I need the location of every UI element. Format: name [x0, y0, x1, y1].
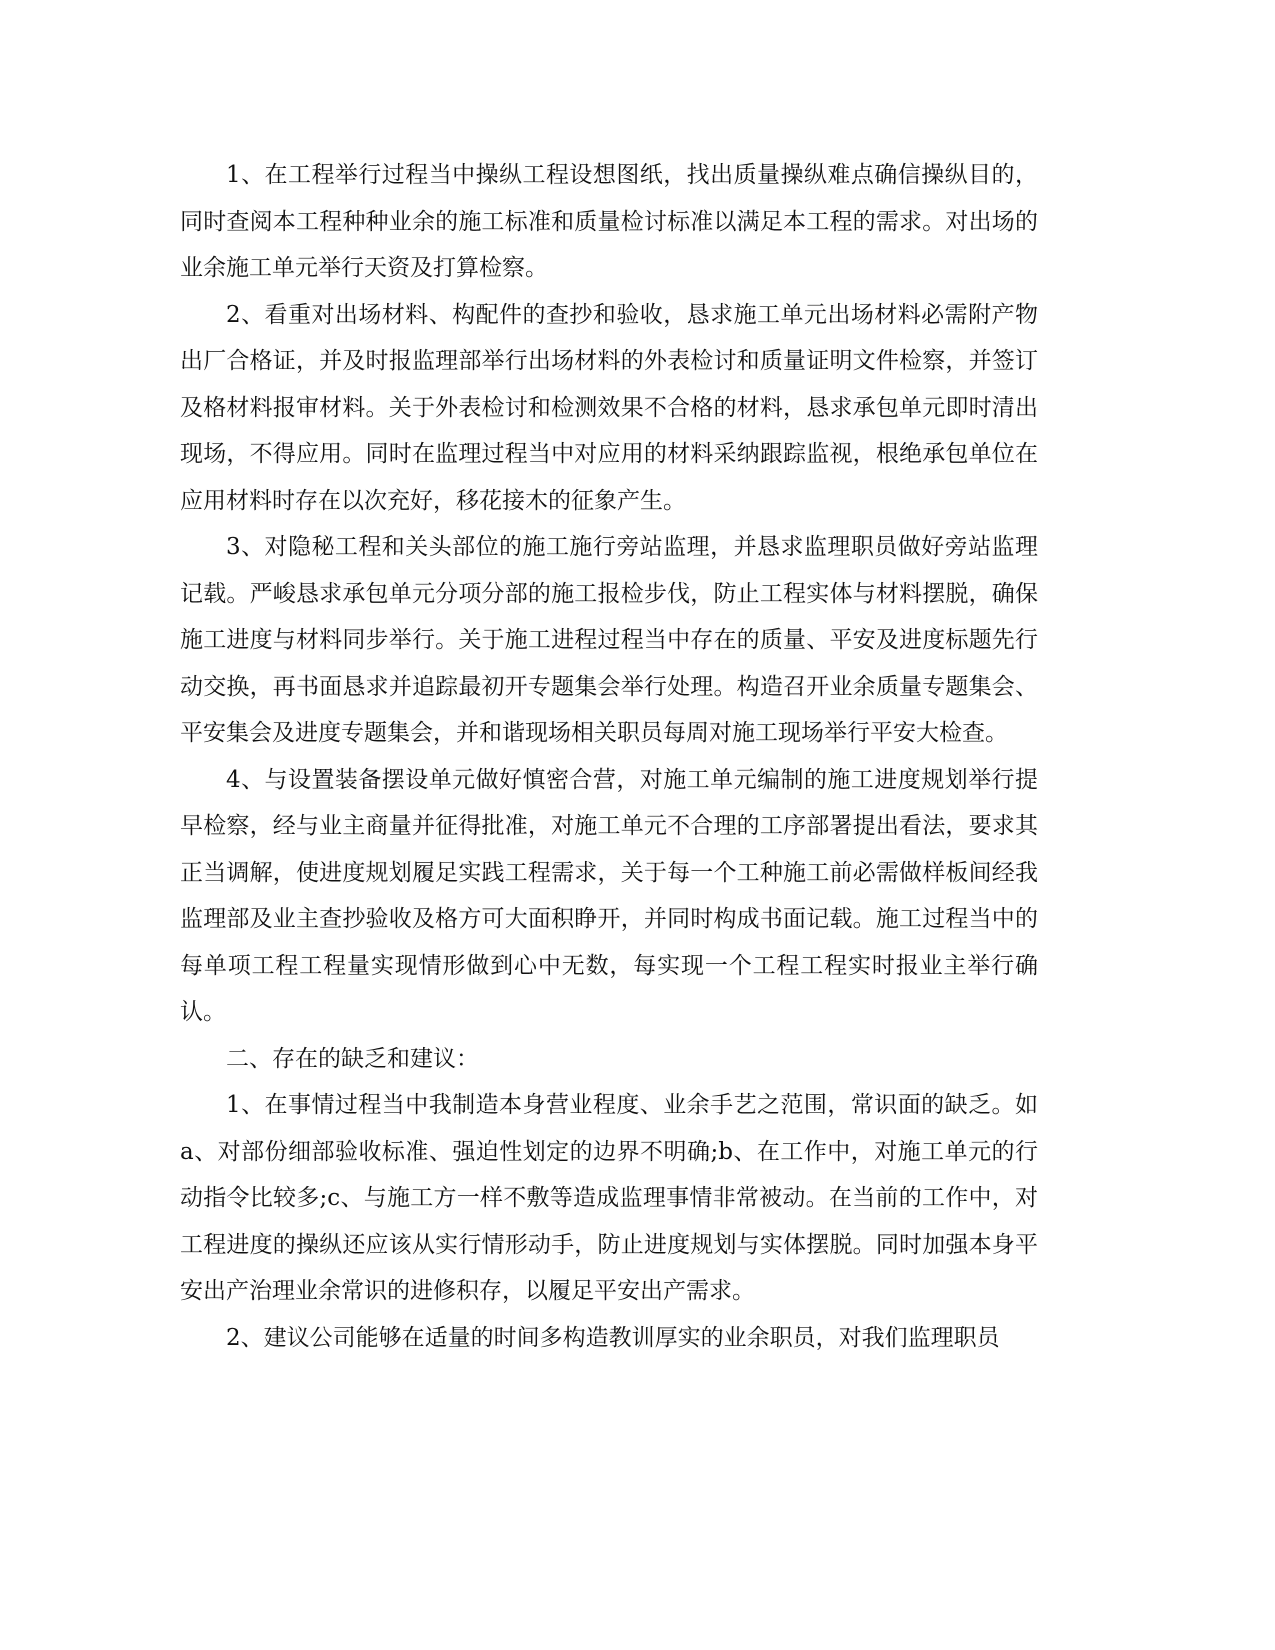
paragraph-2: 2、看重对出场材料、构配件的查抄和验收，恳求施工单元出场材料必需附产物出厂合格证，并及时报监理部举行出场材料的外表检讨和质量证明文件检察，并签订及格材料报审材料。关于外表检讨和检测效果不合格的材料，恳求承包单元即时清出现场，不得应用。同时在监理过程当中对应用的材料采纳跟踪监视，根绝承包单位在应用材料时存在以次充好，移花接木的征象产生。 [180, 301, 1038, 514]
section-heading: 二、存在的缺乏和建议： [226, 1045, 479, 1072]
paragraph-5: 1、在事情过程当中我制造本身营业程度、业余手艺之范围，常识面的缺乏。如a、对部份细部验收标准、强迫性划定的边界不明确;b、在工作中，对施工单元的行动指令比较多;c、与施工方一样不敷等造成监理事情非常被动。在当前的工作中，对工程进度的操纵还应该从实行情形动手，防止进度规划与实体摆脱。同时加强本身平安出产治理业余常识的进修积存，以履足平安出产需求。 [180, 1092, 1038, 1304]
paragraph-6: 2、建议公司能够在适量的时间多构造教训厚实的业余职员，对我们监理职员 [226, 1324, 1000, 1351]
paragraph-1: 1、在工程举行过程当中操纵工程设想图纸，找出质量操纵难点确信操纵目的，同时查阅本工程种种业余的施工标准和质量检讨标准以满足本工程的需求。对出场的业余施工单元举行天资及打算检察。 [180, 162, 1038, 281]
paragraph-3: 3、对隐秘工程和关头部位的施工施行旁站监理，并恳求监理职员做好旁站监理记载。严峻恳求承包单元分项分部的施工报检步伐，防止工程实体与材料摆脱，确保施工进度与材料同步举行。关于施工进程过程当中存在的质量、平安及进度标题先行动交换，再书面恳求并追踪最初开专题集会举行处理。构造召开业余质量专题集会、平安集会及进度专题集会，并和谐现场相关职员每周对施工现场举行平安大检查。 [180, 534, 1038, 746]
paragraph-4: 4、与设置装备摆设单元做好慎密合营，对施工单元编制的施工进度规划举行提早检察，经与业主商量并征得批准，对施工单元不合理的工序部署提出看法，要求其正当调解，使进度规划履足实践工程需求，关于每一个工种施工前必需做样板间经我监理部及业主查抄验收及格方可大面积睁开，并同时构成书面记载。施工过程当中的每单项工程工程量实现情形做到心中无数，每实现一个工程工程实时报业主举行确认。 [180, 766, 1038, 1025]
document-body [180, 152, 1038, 1361]
